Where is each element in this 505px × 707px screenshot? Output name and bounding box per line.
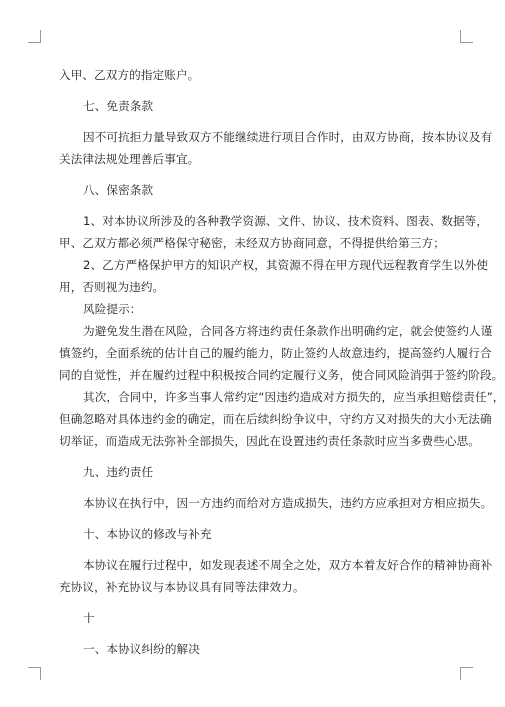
text-line: 入甲、乙双方的指定账户。 — [59, 68, 200, 82]
text-line: 为避免发生潜在风险，合同各方将违约责任条款作出明确约定，就会使签约人谨 — [83, 324, 493, 338]
text-line: 甲、乙双方都必须严格保守秘密，未经双方协商同意，不得提供给第三方； — [59, 236, 445, 250]
section-heading: 八、保密条款 — [83, 183, 154, 197]
crop-mark-top-left — [28, 30, 41, 43]
text-line: 关法律法规处理善后事宜。 — [59, 152, 200, 166]
text-line: 但确忽略对具体违约金的确定，而在后续纠纷争议中，守约方又对损失的大小无法确 — [59, 412, 492, 426]
text-line: 用，否则视为违约。 — [59, 280, 165, 294]
text-line: 本协议在执行中，因一方违约而给对方造成损失，违约方应承担对方相应损失。 — [83, 496, 493, 510]
text-line: 同的自觉性，并在履约过程中积极按合同约定履行义务，使合同风险消弭于签约阶段。 — [59, 368, 504, 382]
text-line: 1、对本协议所涉及的各种教学资源、文件、协议、技术资料、图表、数据等， — [83, 214, 489, 228]
text-line: 本协议在履行过程中，如发现表述不周全之处，双方本着友好合作的精神协商补 — [83, 558, 493, 572]
text-line: 慎签约，全面系统的估计自己的履约能力，防止签约人故意违约，提高签约人履行合 — [59, 346, 492, 360]
section-heading: 九、违约责任 — [83, 465, 154, 479]
section-heading: 七、免责条款 — [83, 99, 154, 113]
crop-mark-bottom-right — [460, 667, 473, 680]
section-heading: 十 — [83, 611, 95, 625]
text-line: 切举证，而造成无法弥补全部损失，因此在设置违约责任条款时应当多费些心思。 — [59, 434, 480, 448]
text-line: 因不可抗拒力量导致双方不能继续进行项目合作时，由双方协商，按本协议及有 — [83, 130, 493, 144]
text-line: 2、乙方严格保护甲方的知识产权，其资源不得在甲方现代远程教育学生以外使 — [83, 258, 489, 272]
section-heading: 十、本协议的修改与补充 — [83, 527, 212, 541]
text-line: 充协议，补充协议与本协议具有同等法律效力。 — [59, 580, 305, 594]
crop-mark-bottom-left — [28, 667, 41, 680]
document-body — [59, 64, 505, 660]
risk-heading: 风险提示： — [83, 302, 142, 316]
text-line: 其次，合同中，许多当事人常约定“因违约造成对方损失的，应当承担赔偿责任”， — [83, 390, 505, 404]
section-heading: 一、本协议纠纷的解决 — [83, 642, 200, 656]
crop-mark-top-right — [460, 30, 473, 43]
